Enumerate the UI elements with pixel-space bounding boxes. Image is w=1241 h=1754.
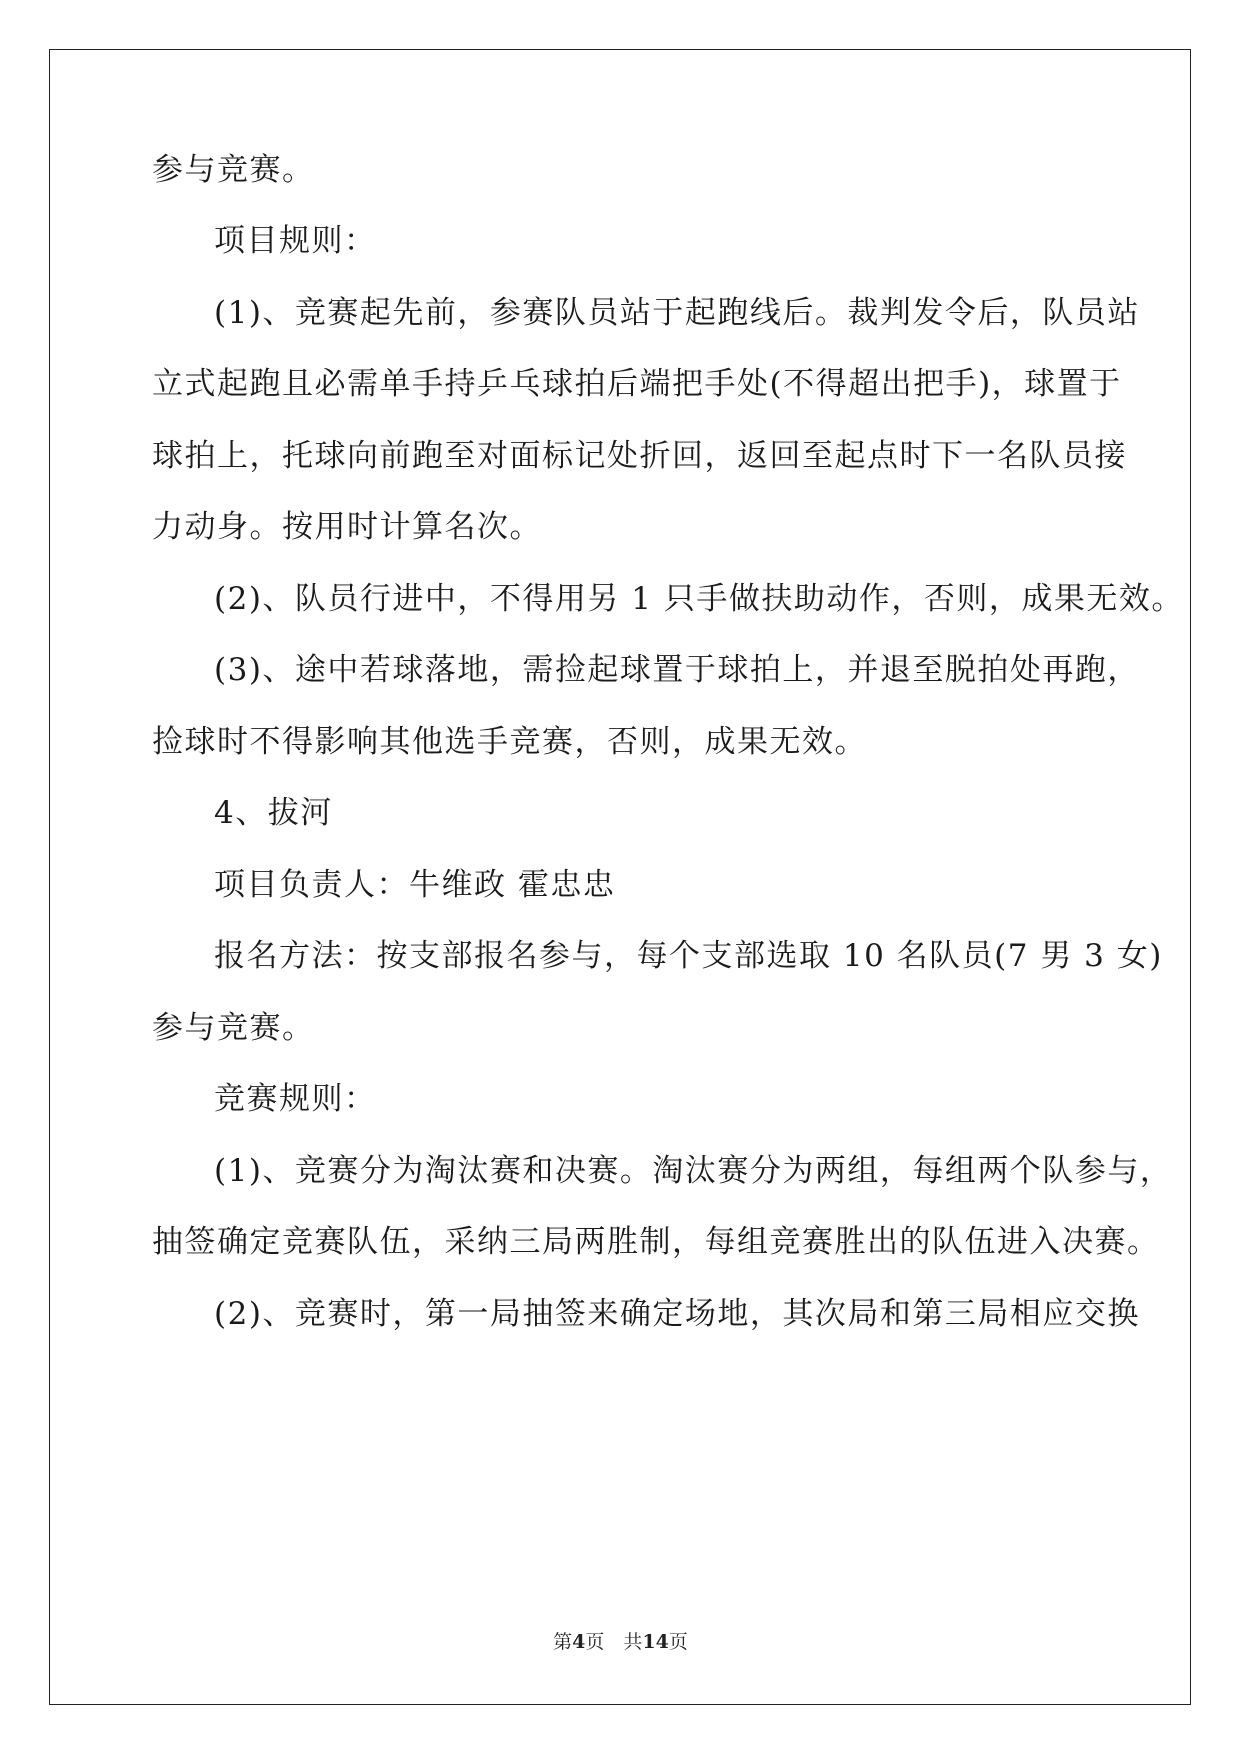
- paragraph-line: (3)、途中若球落地，需捡起球置于球拍上，并退至脱拍处再跑，: [214, 652, 1140, 688]
- paragraph-line: 报名方法：按支部报名参与，每个支部选取 10 名队员(7 男 3 女): [214, 938, 1163, 974]
- paragraph-line: 参与竞赛。: [152, 1010, 315, 1046]
- paragraph-line: 力动身。按用时计算名次。: [152, 509, 542, 545]
- footer-suffix: 页: [668, 1631, 688, 1653]
- paragraph-line: 项目负责人：牛维政 霍忠忠: [214, 867, 616, 903]
- footer-middle: 页 共: [585, 1631, 643, 1653]
- paragraph-line: (2)、竞赛时，第一局抽签来确定场地，其次局和第三局相应交换: [214, 1296, 1140, 1332]
- current-page-number: 4: [572, 1631, 586, 1653]
- paragraph-line: 球拍上，托球向前跑至对面标记处折回，返回至起点时下一名队员接: [152, 438, 1127, 474]
- total-page-count: 14: [642, 1631, 669, 1653]
- footer-prefix: 第: [553, 1631, 573, 1653]
- section-heading: 4、拔河: [214, 795, 333, 831]
- paragraph-line: 捡球时不得影响其他选手竞赛，否则，成果无效。: [152, 724, 867, 760]
- paragraph-line: (1)、竞赛分为淘汰赛和决赛。淘汰赛分为两组，每组两个队参与，: [214, 1153, 1173, 1189]
- paragraph-line: 抽签确定竞赛队伍，采纳三局两胜制，每组竞赛胜出的队伍进入决赛。: [152, 1224, 1160, 1260]
- paragraph-line: 立式起跑且必需单手持乒乓球拍后端把手处(不得超出把手)，球置于: [152, 366, 1122, 402]
- page-footer: [0, 1630, 1241, 1654]
- paragraph-line: 项目规则：: [214, 223, 377, 259]
- paragraph-line: 竞赛规则：: [214, 1081, 377, 1117]
- paragraph-line: (1)、竞赛起先前，参赛队员站于起跑线后。裁判发令后，队员站: [214, 295, 1140, 331]
- paragraph-line: 参与竞赛。: [152, 152, 315, 188]
- paragraph-line: (2)、队员行进中，不得用另 1 只手做扶助动作，否则，成果无效。: [214, 581, 1184, 617]
